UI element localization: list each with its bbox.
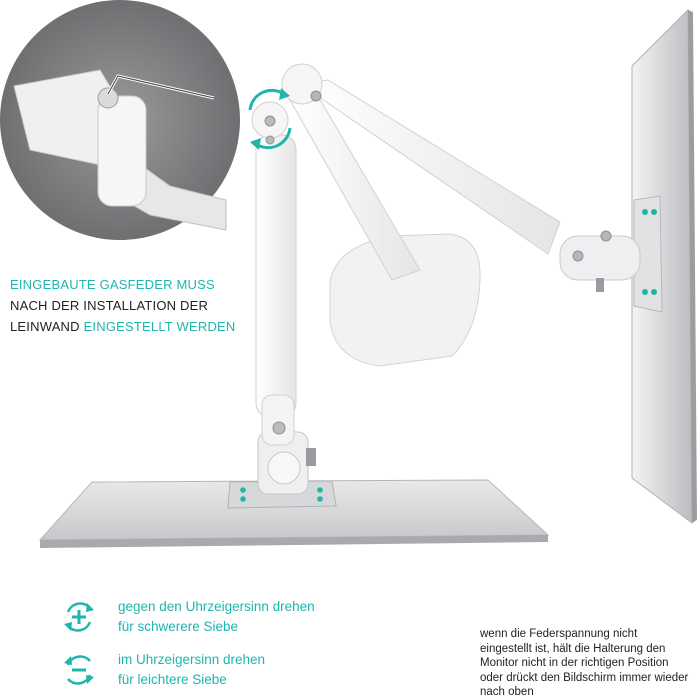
- gas-spring-zoom-inset: [0, 0, 240, 240]
- legend-item-clockwise: [60, 650, 265, 690]
- rotate-cw-minus-icon: [60, 651, 98, 689]
- headline-part4: EINGESTELLT WERDEN: [83, 319, 236, 334]
- tilt-head-joint: [560, 231, 640, 292]
- legend-line1: gegen den Uhrzeigersinn drehen: [118, 599, 315, 614]
- lower-arm: [256, 135, 296, 445]
- headline: [10, 274, 260, 337]
- spring-tension-note: wenn die Federspannung nicht eingestellt ist, hält die Halterung den Monitor nicht in der richtigen Position oder drückt den Bildschirm immer wieder nach oben: [480, 628, 689, 698]
- headline-part1: EINGEBAUTE GASFEDER MUSS: [10, 277, 215, 292]
- rotate-ccw-plus-icon: [60, 598, 98, 636]
- headline-part2: NACH DER INSTALLATION DER: [10, 298, 209, 313]
- legend-item-counterclockwise: [60, 597, 315, 637]
- legend-line2: für schwerere Siebe: [118, 619, 239, 634]
- legend-line1: im Uhrzeigersinn drehen: [118, 652, 266, 667]
- headline-part3: LEINWAND: [10, 319, 80, 334]
- legend-line2: für leichtere Siebe: [118, 672, 227, 687]
